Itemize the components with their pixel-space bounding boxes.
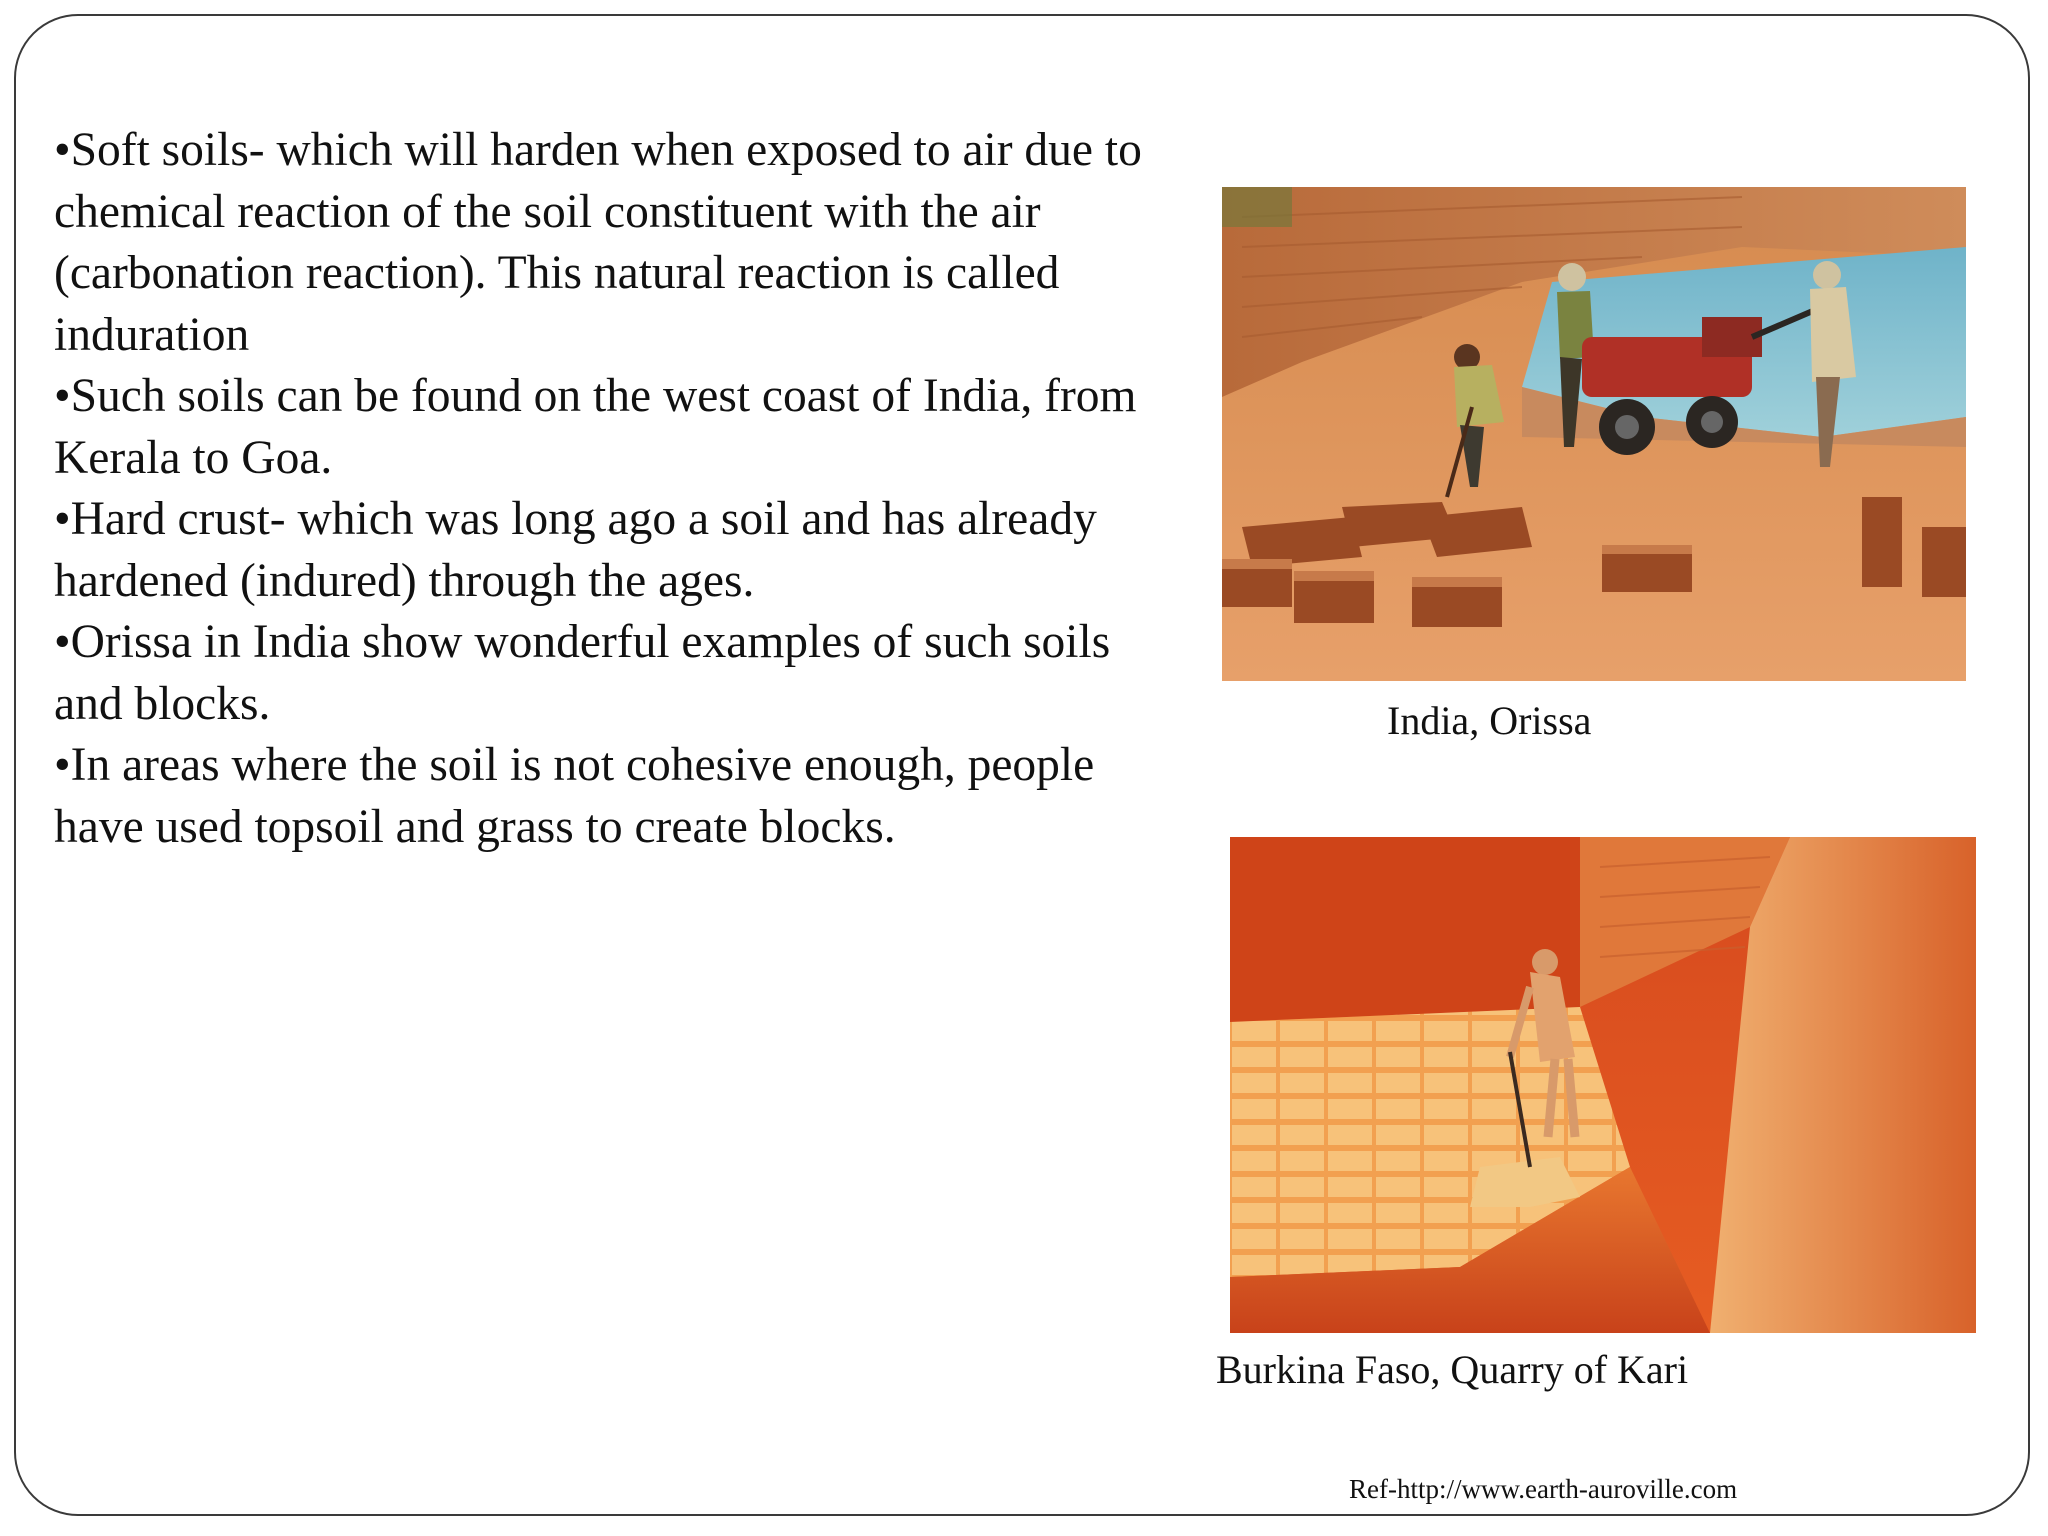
bullet-item: •In areas where the soil is not cohesive enough, people have used topsoil and grass to create blocks. (54, 739, 1095, 853)
bullet-item: •Orissa in India show wonderful examples of such soils and blocks. (54, 616, 1111, 730)
orissa-quarry-photo (1222, 187, 1966, 681)
bullet-list (54, 120, 1154, 858)
bullet-item: •Such soils can be found on the west coast of India, from Kerala to Goa. (54, 370, 1137, 484)
burkina-quarry-photo (1230, 837, 1976, 1333)
reference-link[interactable]: Ref-http://www.earth-auroville.com (1349, 1474, 1738, 1504)
bullet-item: •Hard crust- which was long ago a soil and has already hardened (indured) through the ages. (54, 493, 1097, 607)
figure-caption: Burkina Faso, Quarry of Kari (1216, 1347, 1689, 1392)
figure-caption: India, Orissa (1387, 698, 1592, 743)
bullet-item: •Soft soils- which will harden when exposed to air due to chemical reaction of the soil constituent with the air (carbonation reaction). This natural reaction is called induration (54, 124, 1142, 361)
